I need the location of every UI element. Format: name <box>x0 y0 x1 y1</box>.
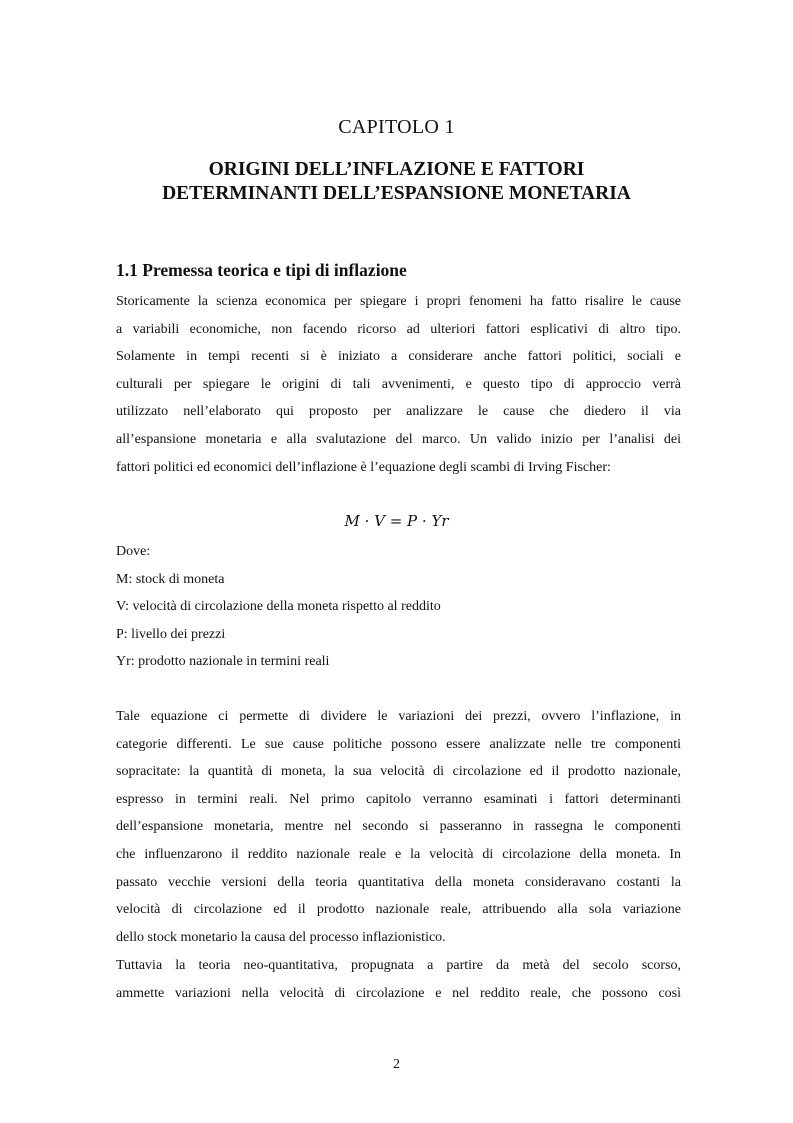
text-line: passato vecchie versioni della teoria quantitativa della moneta consideravano costanti la <box>116 874 681 890</box>
text-line: sopracitate: la quantità di moneta, la sua velocità di circolazione ed il prodotto nazionale, <box>116 764 681 780</box>
text-line: ammette variazioni nella velocità di circolazione e nel reddito reale, che possono così <box>116 985 681 1001</box>
section-heading: 1.1 Premessa teorica e tipi di inflazione <box>116 260 407 280</box>
definition-item: P: livello dei prezzi <box>116 626 226 642</box>
text-line: dell’espansione monetaria, mentre nel secondo si passeranno in rassegna le componenti <box>116 819 681 835</box>
paragraph-intro <box>116 288 681 481</box>
chapter-title-line: ORIGINI DELL’INFLAZIONE E FATTORI <box>208 159 585 180</box>
text-line: che influenzarono il reddito nazionale reale e la velocità di circolazione della moneta. In <box>116 846 681 862</box>
exchange-equation: M · V = P · Yr <box>344 512 449 530</box>
text-line: velocità di circolazione ed il prodotto nazionale reale, attribuendo alla sola variazione <box>116 902 681 918</box>
chapter-title-line: DETERMINANTI DELL’ESPANSIONE MONETARIA <box>162 183 631 204</box>
chapter-title <box>100 158 693 206</box>
paragraph-neo-quantitative <box>116 952 681 1007</box>
definition-item: M: stock di moneta <box>116 571 225 587</box>
text-line: Solamente in tempi recenti si è iniziato a considerare anche fattori politici, sociali e <box>116 349 681 365</box>
text-line: utilizzato nell’elaborato qui proposto per analizzare le cause che diedero il via <box>116 404 681 420</box>
text-line: dello stock monetario la causa del processo inflazionistico. <box>116 929 446 945</box>
text-line: fattori politici ed economici dell’inflazione è l’equazione degli scambi di Irving Fischer: <box>116 459 611 475</box>
text-line: all’espansione monetaria e alla svalutazione del marco. Un valido inizio per l’analisi dei <box>116 431 681 447</box>
equation-definitions <box>116 538 441 676</box>
definition-item: Yr: prodotto nazionale in termini reali <box>116 654 330 670</box>
text-line: espresso in termini reali. Nel primo capitolo verranno esaminati i fattori determinanti <box>116 791 681 807</box>
definition-item: V: velocità di circolazione della moneta rispetto al reddito <box>116 599 441 615</box>
paragraph-analysis <box>116 703 681 951</box>
definition-item: Dove: <box>116 544 151 559</box>
text-line: Tale equazione ci permette di dividere le variazioni dei prezzi, ovvero l’inflazione, in <box>116 709 681 724</box>
chapter-number: CAPITOLO 1 <box>338 116 455 138</box>
page-number: 2 <box>393 1057 400 1072</box>
text-line: culturali per spiegare le origini di tali avvenimenti, e questo tipo di approccio verrà <box>116 376 681 392</box>
text-line: a variabili economiche, non facendo ricorso ad ulteriori fattori esplicativi di altro tipo. <box>116 321 681 337</box>
text-line: Tuttavia la teoria neo-quantitativa, propugnata a partire da metà del secolo scorso, <box>116 958 681 973</box>
text-line: categorie differenti. Le sue cause politiche possono essere analizzate nelle tre componenti <box>116 736 681 752</box>
text-line: Storicamente la scienza economica per spiegare i propri fenomeni ha fatto risalire le cause <box>116 294 681 309</box>
